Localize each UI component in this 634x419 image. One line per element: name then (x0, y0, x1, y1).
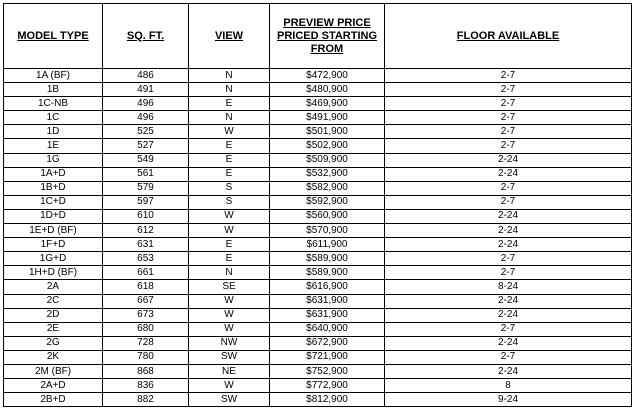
cell-floor-available: 2-24 (385, 364, 632, 378)
table-row (4, 181, 632, 195)
cell-price: $589,900 (270, 252, 385, 266)
cell-floor-available: 2-24 (385, 153, 632, 167)
table-row (4, 209, 632, 223)
cell-floor-available: 2-24 (385, 308, 632, 322)
cell-model-type: 2E (4, 322, 103, 336)
cell-price: $472,900 (270, 69, 385, 83)
table-row (4, 153, 632, 167)
cell-sq-ft: 612 (103, 224, 189, 238)
cell-sq-ft: 631 (103, 238, 189, 252)
cell-sq-ft: 579 (103, 181, 189, 195)
cell-price: $631,900 (270, 294, 385, 308)
cell-view: N (189, 83, 270, 97)
cell-model-type: 2D (4, 308, 103, 322)
table-row (4, 238, 632, 252)
header-price-line3: FROM (310, 42, 344, 55)
cell-model-type: 1C-NB (4, 97, 103, 111)
cell-sq-ft: 496 (103, 97, 189, 111)
cell-price: $480,900 (270, 83, 385, 97)
cell-view: N (189, 69, 270, 83)
cell-price: $812,900 (270, 393, 385, 407)
cell-model-type: 1C (4, 111, 103, 125)
cell-price: $502,900 (270, 139, 385, 153)
cell-model-type: 1B+D (4, 181, 103, 195)
cell-model-type: 1D (4, 125, 103, 139)
cell-model-type: 1H+D (BF) (4, 266, 103, 280)
cell-view: S (189, 195, 270, 209)
cell-view: E (189, 153, 270, 167)
table-row (4, 280, 632, 294)
cell-sq-ft: 868 (103, 364, 189, 378)
cell-view: W (189, 322, 270, 336)
cell-price: $772,900 (270, 379, 385, 393)
cell-model-type: 2M (BF) (4, 364, 103, 378)
cell-floor-available: 2-7 (385, 266, 632, 280)
cell-view: E (189, 252, 270, 266)
cell-sq-ft: 673 (103, 308, 189, 322)
table-row (4, 195, 632, 209)
cell-view: W (189, 125, 270, 139)
cell-view: NW (189, 336, 270, 350)
table-row (4, 125, 632, 139)
cell-price: $752,900 (270, 364, 385, 378)
cell-sq-ft: 882 (103, 393, 189, 407)
table-row (4, 322, 632, 336)
cell-model-type: 1G (4, 153, 103, 167)
cell-view: NE (189, 364, 270, 378)
cell-view: SW (189, 393, 270, 407)
table-row (4, 139, 632, 153)
price-table (3, 3, 632, 407)
cell-price: $570,900 (270, 224, 385, 238)
cell-model-type: 2G (4, 336, 103, 350)
cell-model-type: 2C (4, 294, 103, 308)
cell-view: E (189, 139, 270, 153)
cell-floor-available: 2-7 (385, 69, 632, 83)
cell-model-type: 1A (BF) (4, 69, 103, 83)
cell-view: E (189, 238, 270, 252)
cell-sq-ft: 486 (103, 69, 189, 83)
cell-view: W (189, 379, 270, 393)
table-row (4, 364, 632, 378)
table-body (4, 69, 632, 407)
header-sq-ft: SQ. FT. (103, 4, 189, 69)
cell-price: $532,900 (270, 167, 385, 181)
cell-model-type: 2B+D (4, 393, 103, 407)
cell-floor-available: 2-7 (385, 111, 632, 125)
cell-price: $509,900 (270, 153, 385, 167)
cell-price: $582,900 (270, 181, 385, 195)
cell-floor-available: 2-24 (385, 224, 632, 238)
cell-sq-ft: 525 (103, 125, 189, 139)
cell-price: $672,900 (270, 336, 385, 350)
cell-view: W (189, 308, 270, 322)
cell-price: $589,900 (270, 266, 385, 280)
cell-sq-ft: 836 (103, 379, 189, 393)
cell-view: N (189, 111, 270, 125)
cell-sq-ft: 491 (103, 83, 189, 97)
cell-sq-ft: 680 (103, 322, 189, 336)
cell-floor-available: 2-7 (385, 195, 632, 209)
cell-view: S (189, 181, 270, 195)
cell-price: $469,900 (270, 97, 385, 111)
cell-floor-available: 2-24 (385, 336, 632, 350)
cell-model-type: 2A (4, 280, 103, 294)
cell-price: $721,900 (270, 350, 385, 364)
table-row (4, 308, 632, 322)
cell-sq-ft: 597 (103, 195, 189, 209)
cell-sq-ft: 496 (103, 111, 189, 125)
cell-price: $611,900 (270, 238, 385, 252)
cell-price: $592,900 (270, 195, 385, 209)
cell-floor-available: 9-24 (385, 393, 632, 407)
cell-floor-available: 2-7 (385, 322, 632, 336)
cell-model-type: 2K (4, 350, 103, 364)
cell-view: E (189, 167, 270, 181)
cell-model-type: 1E (4, 139, 103, 153)
cell-sq-ft: 527 (103, 139, 189, 153)
table-row (4, 336, 632, 350)
cell-floor-available: 8-24 (385, 280, 632, 294)
table-row (4, 167, 632, 181)
cell-sq-ft: 728 (103, 336, 189, 350)
cell-floor-available: 2-7 (385, 181, 632, 195)
header-model-type: MODEL TYPE (4, 4, 103, 69)
cell-sq-ft: 667 (103, 294, 189, 308)
cell-sq-ft: 561 (103, 167, 189, 181)
cell-price: $501,900 (270, 125, 385, 139)
table-row (4, 350, 632, 364)
cell-model-type: 2A+D (4, 379, 103, 393)
cell-model-type: 1A+D (4, 167, 103, 181)
cell-floor-available: 2-24 (385, 238, 632, 252)
cell-sq-ft: 780 (103, 350, 189, 364)
table-row (4, 294, 632, 308)
cell-model-type: 1F+D (4, 238, 103, 252)
cell-price: $631,900 (270, 308, 385, 322)
cell-floor-available: 2-7 (385, 139, 632, 153)
table-row (4, 224, 632, 238)
cell-view: SE (189, 280, 270, 294)
header-price (270, 4, 385, 69)
table-row (4, 83, 632, 97)
cell-view: W (189, 209, 270, 223)
cell-price: $616,900 (270, 280, 385, 294)
cell-price: $640,900 (270, 322, 385, 336)
cell-floor-available: 2-24 (385, 209, 632, 223)
cell-floor-available: 2-24 (385, 167, 632, 181)
cell-sq-ft: 610 (103, 209, 189, 223)
cell-floor-available: 2-7 (385, 97, 632, 111)
table-row (4, 252, 632, 266)
cell-model-type: 1G+D (4, 252, 103, 266)
cell-model-type: 1D+D (4, 209, 103, 223)
header-price-line1: PREVIEW PRICE (283, 16, 371, 29)
cell-view: W (189, 294, 270, 308)
cell-floor-available: 2-7 (385, 83, 632, 97)
cell-sq-ft: 549 (103, 153, 189, 167)
cell-view: E (189, 97, 270, 111)
cell-floor-available: 8 (385, 379, 632, 393)
table-row (4, 379, 632, 393)
cell-sq-ft: 618 (103, 280, 189, 294)
cell-price: $560,900 (270, 209, 385, 223)
header-floor-available: FLOOR AVAILABLE (385, 4, 632, 69)
cell-view: W (189, 224, 270, 238)
cell-model-type: 1C+D (4, 195, 103, 209)
cell-view: N (189, 266, 270, 280)
header-price-line2: PRICED STARTING (276, 29, 378, 42)
table-row (4, 393, 632, 407)
cell-sq-ft: 653 (103, 252, 189, 266)
cell-sq-ft: 661 (103, 266, 189, 280)
cell-floor-available: 2-24 (385, 294, 632, 308)
header-row (4, 4, 632, 69)
cell-floor-available: 2-7 (385, 252, 632, 266)
cell-model-type: 1E+D (BF) (4, 224, 103, 238)
table-row (4, 69, 632, 83)
table-row (4, 111, 632, 125)
header-view: VIEW (189, 4, 270, 69)
cell-view: SW (189, 350, 270, 364)
cell-floor-available: 2-7 (385, 125, 632, 139)
table-row (4, 266, 632, 280)
cell-price: $491,900 (270, 111, 385, 125)
cell-model-type: 1B (4, 83, 103, 97)
table-row (4, 97, 632, 111)
cell-floor-available: 2-7 (385, 350, 632, 364)
